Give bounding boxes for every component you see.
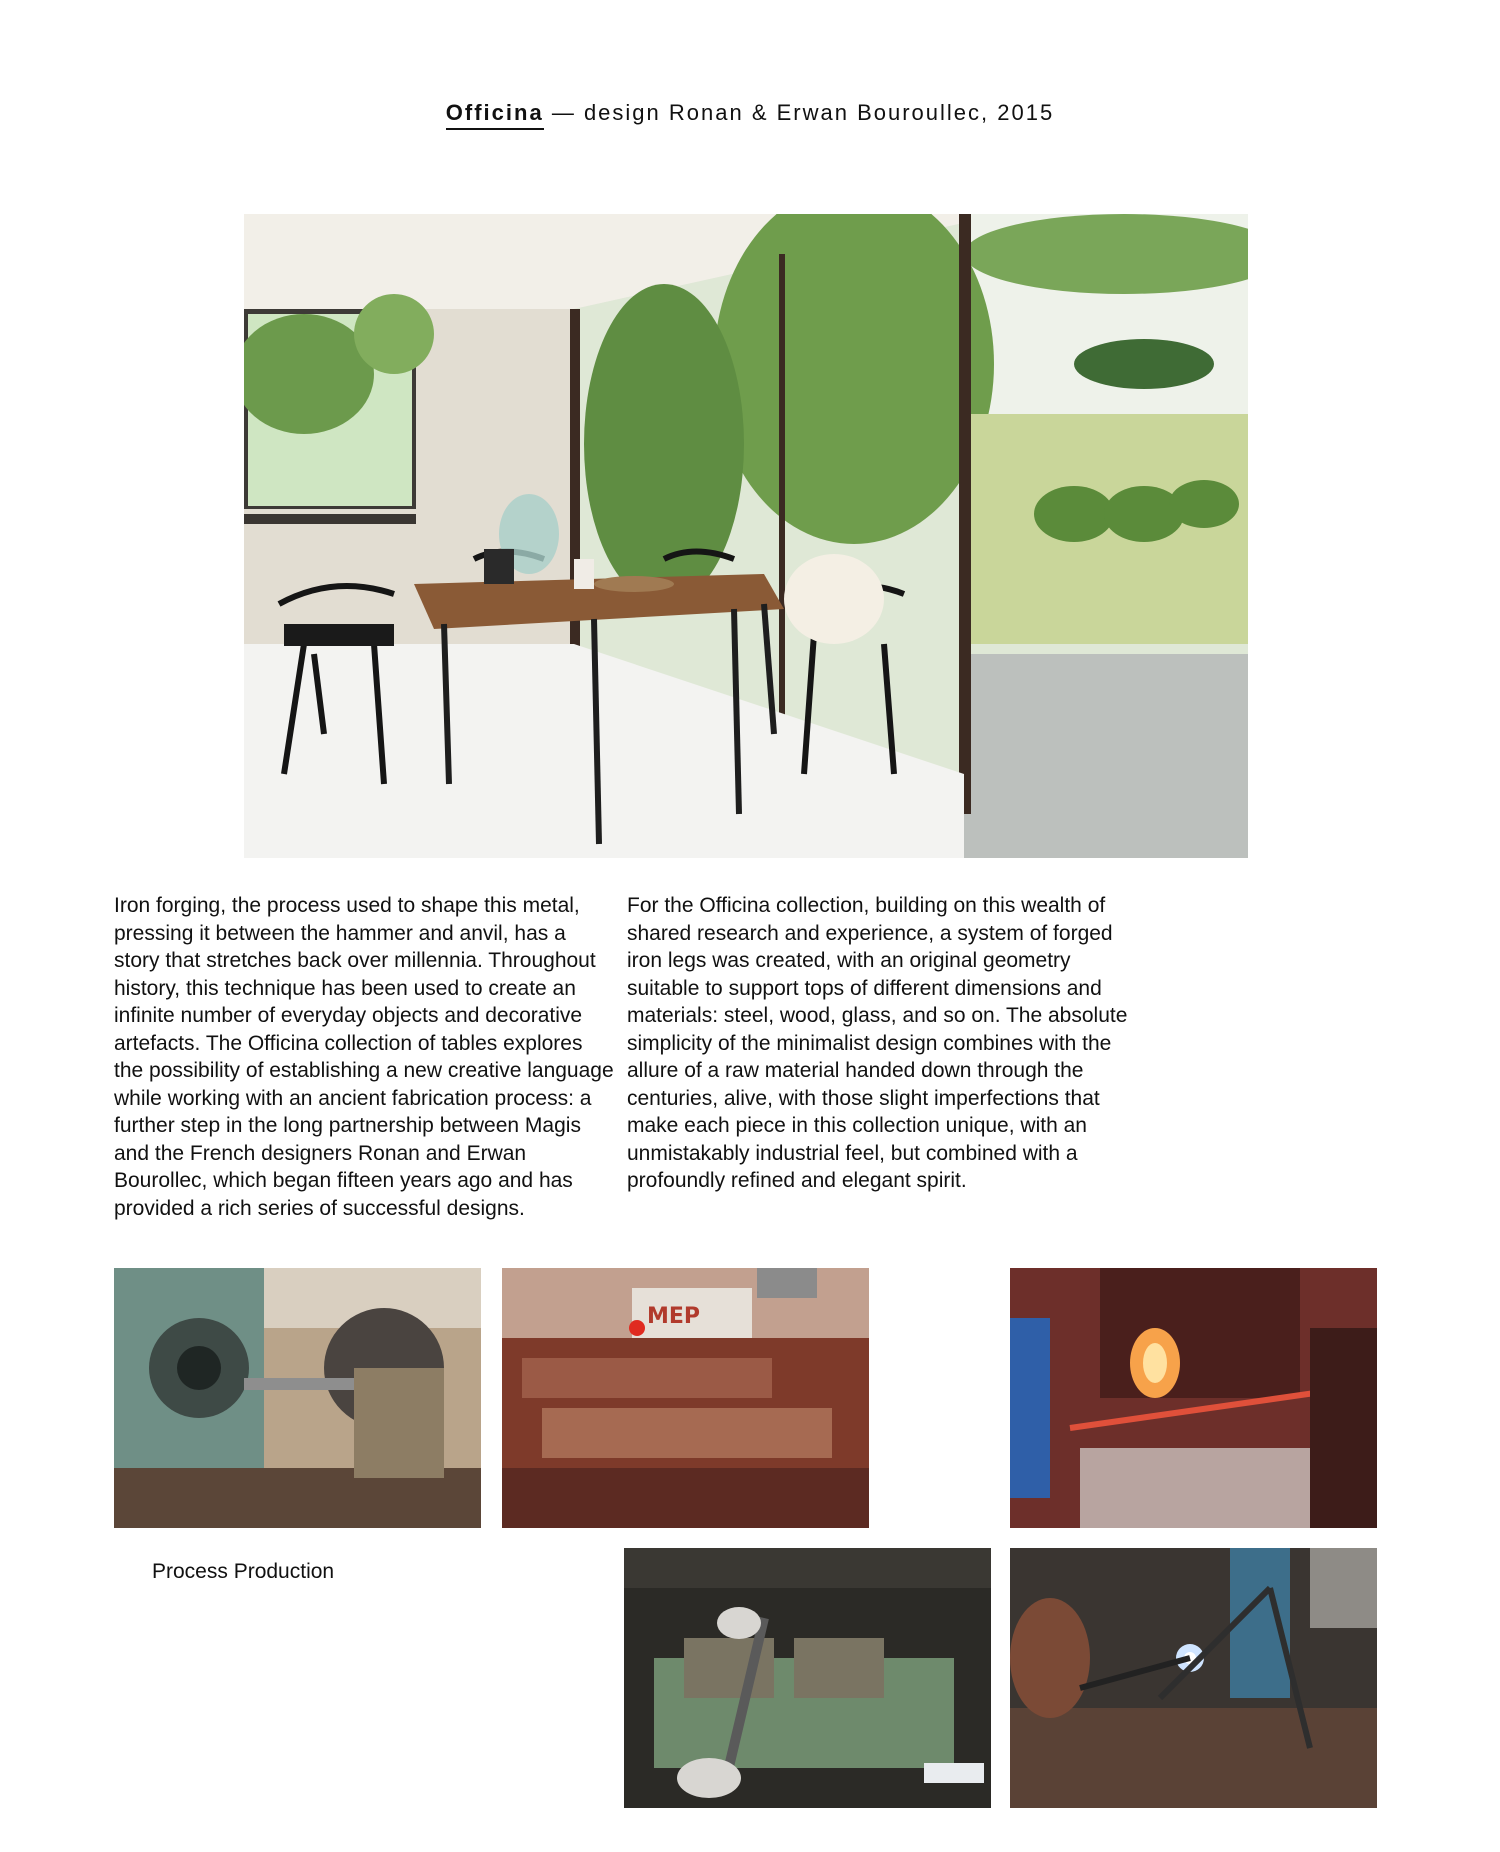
process-photo-saw-machine xyxy=(502,1268,869,1528)
process-photo-forging-furnace xyxy=(1010,1268,1377,1528)
process-photo-welding xyxy=(1010,1548,1377,1808)
hero-photo-dining-room xyxy=(244,214,1248,858)
design-credit: — design Ronan & Erwan Bouroullec, 2015 xyxy=(551,100,1055,125)
brand-title: Officina xyxy=(446,100,544,130)
process-photo-machinery xyxy=(114,1268,481,1528)
body-text-left-column: Iron forging, the process used to shape this metal, pressing it between the hammer and anvil, has a story that stretches back over millennia. Throughout history, this technique has been used to create an infinite number of everyday objects and decorative artefacts. The Officina collection of tables explores the possibility of establishing a new creative language while working with an ancient fabrication process: a further step in the long partnership between Magis and the French designers Ronan and Erwan Bourollec, which began fifteen years ago and has provided a rich series of successful designs. xyxy=(114,894,614,1220)
process-caption: Process Production xyxy=(152,1560,335,1583)
process-photo-bending-bar xyxy=(624,1548,991,1808)
machine-brand-sign: MEP xyxy=(647,1304,701,1329)
page-header xyxy=(0,100,1500,126)
body-text-right-column: For the Officina collection, building on this wealth of shared research and experience, a system of forged iron legs was created, with an original geometry suitable to support tops of different dimensions and materials: steel, wood, glass, and so on. The absolute simplicity of the minimalist design combines with the allure of a raw material handed down through the centuries, alive, with those slight imperfections that make each piece in this collection unique, with an unmistakably industrial feel, but combined with a profoundly refined and elegant spirit. xyxy=(627,894,1128,1192)
